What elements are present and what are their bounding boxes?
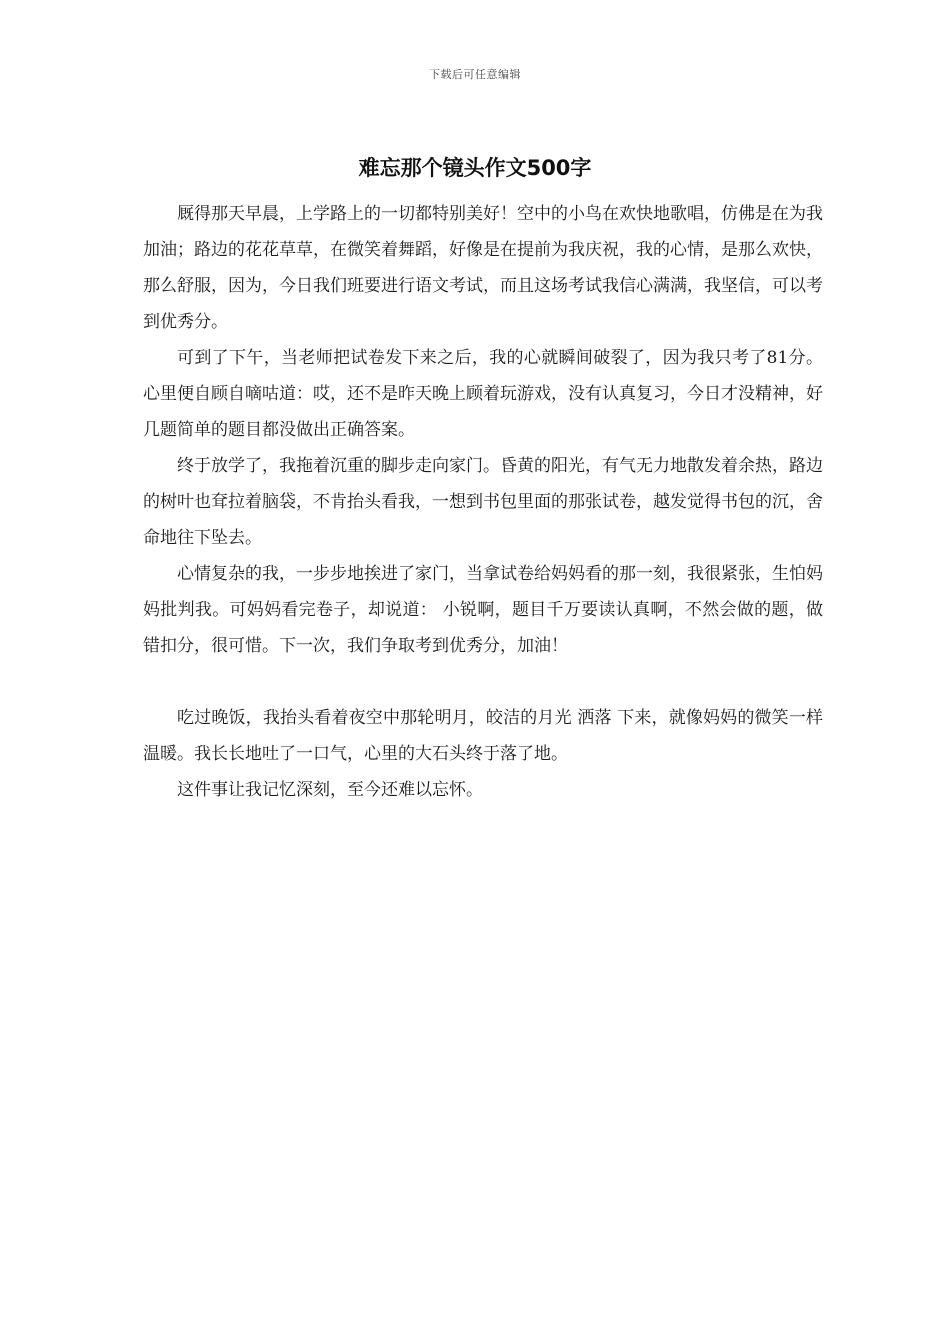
paragraph-6: 这件事让我记忆深刻，至今还难以忘怀。 (177, 780, 483, 800)
paragraph-1: 厩得那天早晨，上学路上的一切都特别美好！空中的小鸟在欢快地歌唱，仿佛是在为我加油；路边的花花草草，在微笑着舞蹈，好像是在提前为我庆祝，我的心情，是那么欢快，那么舒服，因为，今日我们班要进行语文考试，而且这场考试我信心满满，我坚信，可以考到优秀分。 (143, 204, 823, 332)
document-title: 难忘那个镜头作文500字 (358, 156, 592, 180)
header-note: 下载后可任意编辑 (429, 68, 521, 81)
blank-line (143, 664, 823, 700)
paragraph-4: 心情复杂的我，一步步地挨进了家门，当拿试卷给妈妈看的那一刻，我很紧张，生怕妈妈批判我。可妈妈看完卷子，却说道： 小锐啊，题目千万要读认真啊，不然会做的题，做错扣分，很可惜。下一次，我们争取考到优秀分，加油！ (143, 564, 823, 656)
paragraph-3: 终于放学了，我拖着沉重的脚步走向家门。昏黄的阳光，有气无力地散发着余热，路边的树叶也耷拉着脑袋，不肯抬头看我，一想到书包里面的那张试卷，越发觉得书包的沉，舍命地往下坠去。 (143, 456, 823, 548)
paragraph-5: 吃过晚饭，我抬头看着夜空中那轮明月，皎洁的月光 洒落 下来，就像妈妈的微笑一样温暖。我长长地吐了一口气，心里的大石头终于落了地。 (143, 708, 823, 764)
document-body (143, 196, 823, 808)
paragraph-2: 可到了下午，当老师把试卷发下来之后，我的心就瞬间破裂了，因为我只考了81分。心里便自顾自嘀咕道：哎，还不是昨天晚上顾着玩游戏，没有认真复习，今日才没精神，好几题简单的题目都没做出正确答案。 (143, 348, 823, 440)
